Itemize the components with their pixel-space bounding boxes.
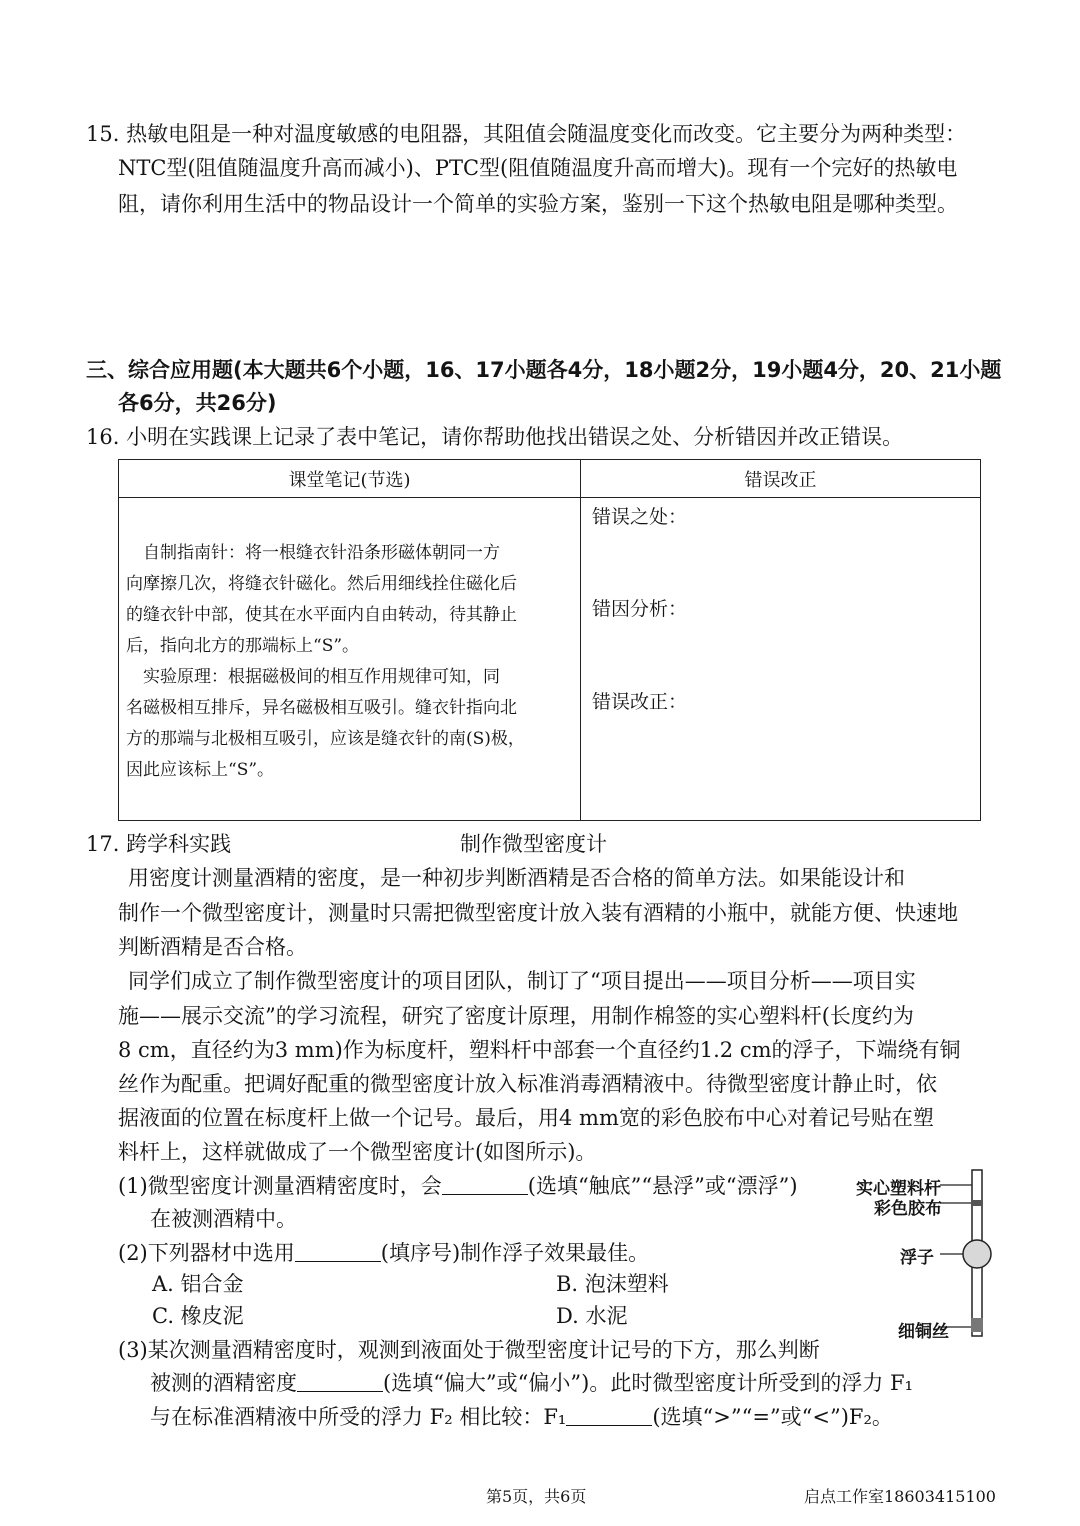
q17-part3-line3 [150,1401,893,1433]
part2-answer-blank[interactable] [295,1237,381,1262]
q17-title: 制作微型密度计 [460,832,607,856]
paragraph-line: 同学们成立了制作微型密度计的项目团队，制订了“项目提出——项目分析——项目实 [86,969,916,993]
option-b: B. 泡沫塑料 [556,1272,669,1296]
wire-label: 细铜丝 [898,1322,949,1342]
hydrometer-drawing [940,1166,1000,1346]
q16-stem: 16. 小明在实践课上记录了表中笔记，请你帮助他找出错误之处、分析错因并改正错误。 [86,425,904,449]
paragraph-line: 施——展示交流”的学习流程，研究了密度计原理，用制作棉签的实心塑料杆(长度约为 [118,1004,914,1028]
note-line: 向摩擦几次，将缝衣针磁化。然后用细线拴住磁化后 [126,574,517,594]
notes-column-header: 课堂笔记(节选) [119,460,581,498]
q15-line-2: NTC型(阻值随温度升高而减小)、PTC型(阻值随温度升高而增大)。现有一个完好的热敏电 [118,156,958,180]
q15-line-3: 阻，请你利用生活中的物品设计一个简单的实验方案，鉴别一下这个热敏电阻是哪种类型。 [118,192,958,216]
option-d: D. 水泥 [556,1304,628,1328]
page-number: 第5页，共6页 [486,1487,587,1506]
paragraph-line: 料杆上，这样就做成了一个微型密度计(如图所示)。 [118,1140,597,1164]
q17-part1 [118,1170,798,1202]
option-a: A. 铝合金 [152,1272,244,1296]
note-line: 名磁极相互排斥，异名磁极相互吸引。缝衣针指向北 [126,698,517,718]
float-label: 浮子 [900,1248,934,1268]
error-cause-label: 错因分析： [592,598,688,620]
part3-text-a: 被测的酒精密度 [150,1371,297,1395]
q17-part3-line2 [150,1367,913,1399]
part1-answer-blank[interactable] [442,1170,528,1195]
paragraph-line: 8 cm，直径约为3 mm)作为标度杆，塑料杆中部套一个直径约1.2 cm的浮子，下端绕有铜 [118,1038,961,1062]
float-ball [963,1240,991,1268]
part1-text-a: (1)微型密度计测量酒精密度时，会 [118,1174,442,1198]
error-fix-label: 错误改正： [592,691,688,713]
part3-compare-blank[interactable] [566,1401,652,1426]
color-tape [971,1200,983,1206]
part1-text-b: (选填“触底”“悬浮”或“漂浮”) [527,1174,798,1198]
part3-density-blank[interactable] [297,1367,383,1392]
note-line: 后，指向北方的那端标上“S”。 [126,636,360,656]
paragraph-line: 制作一个微型密度计，测量时只需把微型密度计放入装有酒精的小瓶中，就能方便、快速地 [118,901,958,925]
paragraph-line: 丝作为配重。把调好配重的微型密度计放入标准消毒酒精液中。待微型密度计静止时，依 [118,1072,937,1096]
part3-text-b: (选填“偏大”或“偏小”)。此时微型密度计所受到的浮力 F₁ [383,1371,913,1395]
note-line: 因此应该标上“S”。 [126,760,275,780]
paragraph-line: 用密度计测量酒精的密度，是一种初步判断酒精是否合格的简单方法。如果能设计和 [86,866,905,890]
part2-text-b: (填序号)制作浮子效果最佳。 [380,1241,650,1265]
paragraph-line: 据液面的位置在标度杆上做一个记号。最后，用4 mm宽的彩色胶布中心对着记号贴在塑 [118,1106,934,1130]
rod-label: 实心塑料杆 [856,1179,941,1199]
section-heading-line-1: 三、综合应用题(本大题共6个小题，16、17小题各4分，18小题2分，19小题4分，20、21小题 [86,358,1002,382]
option-c: C. 橡皮泥 [152,1304,244,1328]
part3-text-d: (选填“>”“=”或“<”)F₂。 [652,1405,893,1429]
note-line: 实验原理：根据磁极间的相互作用规律可知，同 [126,667,500,687]
q15-line-1: 15. 热敏电阻是一种对温度敏感的电阻器，其阻值会随温度变化而改变。它主要分为两种类型： [86,122,967,146]
correction-column-header: 错误改正 [581,460,981,498]
q17-part3-line1: (3)某次测量酒精密度时，观测到液面处于微型密度计记号的下方，那么判断 [118,1338,820,1362]
q17-part2 [118,1237,649,1269]
q17-number-title: 17. 跨学科实践 [86,832,232,856]
correction-cell [581,498,981,821]
paragraph-line: 判断酒精是否合格。 [118,935,307,959]
note-line: 的缝衣针中部，使其在水平面内自由转动，待其静止 [126,605,517,625]
part2-text-a: (2)下列器材中选用 [118,1241,295,1265]
part3-text-c: 与在标准酒精液中所受的浮力 F₂ 相比较：F₁ [150,1405,567,1429]
copper-wire [971,1318,983,1332]
studio-watermark: 启点工作室18603415100 [804,1487,996,1506]
section-heading-line-2: 各6分，共26分) [118,391,277,415]
tape-label: 彩色胶布 [874,1199,942,1219]
error-location-label: 错误之处： [592,506,688,528]
note-line: 自制指南针：将一根缝衣针沿条形磁体朝同一方 [126,543,500,563]
note-line: 方的那端与北极相互吸引，应该是缝衣针的南(S)极， [126,729,525,749]
part1-text-c: 在被测酒精中。 [150,1207,297,1231]
